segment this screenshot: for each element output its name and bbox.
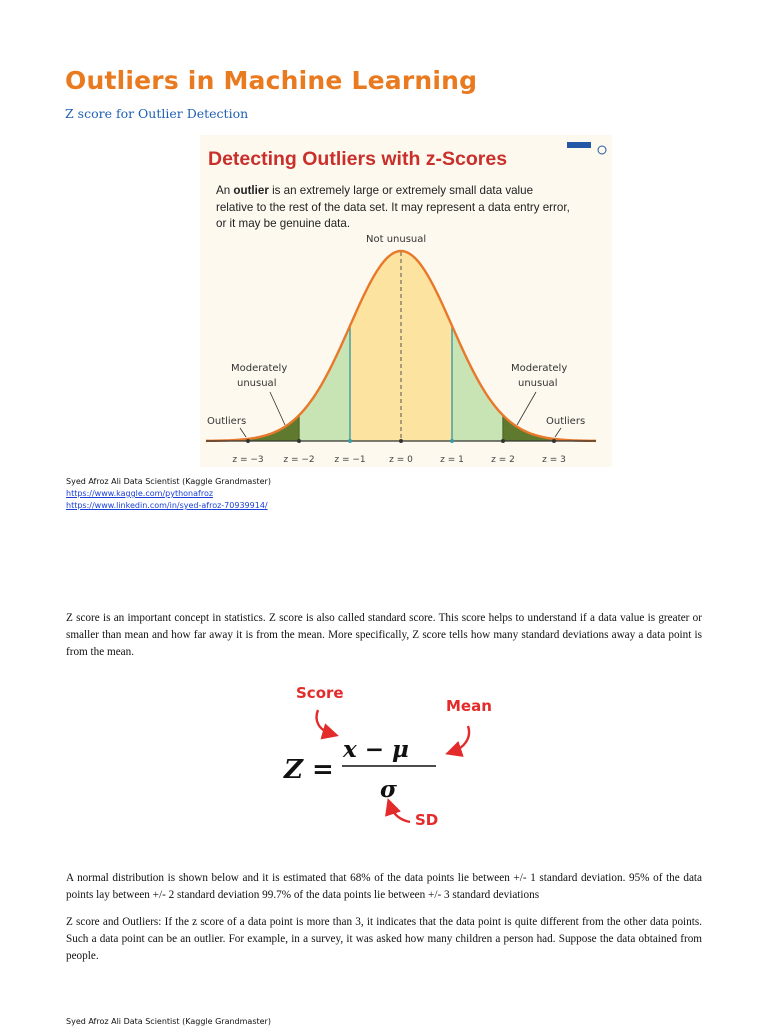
linkedin-link[interactable]: https://www.linkedin.com/in/syed-afroz-70939914/ bbox=[66, 501, 268, 510]
axis-tick-label: z = 0 bbox=[389, 455, 413, 465]
figure-heading: Detecting Outliers with z-Scores bbox=[208, 148, 508, 170]
arrow-score bbox=[317, 710, 332, 734]
formula-label-sd: SD bbox=[415, 811, 439, 829]
document-subtitle: Z score for Outlier Detection bbox=[65, 106, 249, 121]
pointer-moderate-left bbox=[270, 392, 285, 425]
arrow-mean bbox=[452, 726, 469, 752]
label-not-unusual: Not unusual bbox=[366, 234, 427, 245]
axis-tick-dot bbox=[348, 439, 352, 443]
pointer-outlier-right bbox=[555, 428, 561, 437]
label-moderately-left-2: unusual bbox=[237, 378, 277, 389]
formula-graphic bbox=[280, 678, 520, 838]
axis-tick-label: z = 2 bbox=[491, 455, 515, 465]
paragraph-zscore-outliers: Z score and Outliers: If the z score of a data point is more than 3, it indicates that the data point is quite different from the other data points. Such a data point can be an outlier. For example, in a survey, it was asked how many children a person had. Suppose the data obtained from people. bbox=[66, 916, 702, 962]
label-moderately-right-1: Moderately bbox=[511, 363, 568, 374]
figure-desc-line3: or it may be genuine data. bbox=[216, 217, 351, 230]
pointer-moderate-right bbox=[517, 392, 536, 425]
formula-denominator: σ bbox=[380, 776, 397, 803]
axis-tick-dot bbox=[552, 439, 556, 443]
axis-tick-label: z = 1 bbox=[440, 455, 464, 465]
formula-numerator: x − μ bbox=[343, 736, 409, 763]
credit-block bbox=[66, 476, 466, 512]
label-outliers-left: Outliers bbox=[207, 416, 247, 427]
footer-author: Syed Afroz Ali Data Scientist (Kaggle Grandmaster) bbox=[66, 1017, 271, 1026]
axis-tick-label: z = 3 bbox=[542, 455, 566, 465]
corner-logo-bar bbox=[567, 142, 591, 148]
axis-ticks bbox=[232, 439, 565, 465]
formula-label-score: Score bbox=[296, 684, 344, 702]
corner-logo-icon bbox=[598, 146, 606, 154]
axis-tick-dot bbox=[450, 439, 454, 443]
axis-tick-label: z = −2 bbox=[283, 455, 315, 465]
arrow-sd bbox=[390, 805, 410, 822]
outlier-figure bbox=[200, 135, 612, 467]
axis-tick-dot bbox=[246, 439, 250, 443]
axis-tick-label: z = −1 bbox=[334, 455, 366, 465]
label-moderately-left-1: Moderately bbox=[231, 363, 288, 374]
axis-tick-dot bbox=[399, 439, 403, 443]
zscore-formula bbox=[280, 678, 520, 838]
axis-tick-dot bbox=[297, 439, 301, 443]
figure-desc-line1: An outlier is an extremely large or extremely small data value bbox=[216, 184, 534, 197]
paragraph-zscore-intro: Z score is an important concept in statistics. Z score is also called standard score. This score helps to understand if a data value is greater or smaller than mean and how far away it is from the mean. More specifically, Z score tells how many standard deviations away a data point is from the mean. bbox=[66, 612, 702, 658]
paragraph-normal-distribution: A normal distribution is shown below and it is estimated that 68% of the data points lie between +/- 1 standard deviation. 95% of the data points lay between +/- 2 standard deviation 99.7% of the data points lie between +/- 3 standard deviations bbox=[66, 872, 702, 901]
credit-author: Syed Afroz Ali Data Scientist (Kaggle Grandmaster) bbox=[66, 477, 271, 486]
formula-lhs: Z = bbox=[284, 755, 334, 785]
formula-label-mean: Mean bbox=[446, 697, 492, 715]
pointer-outlier-left bbox=[240, 428, 246, 437]
figure-desc-line2: relative to the rest of the data set. It may represent a data entry error, bbox=[216, 201, 570, 214]
label-moderately-right-2: unusual bbox=[518, 378, 558, 389]
axis-tick-dot bbox=[501, 439, 505, 443]
document-title: Outliers in Machine Learning bbox=[65, 66, 478, 95]
axis-tick-label: z = −3 bbox=[232, 455, 264, 465]
normal-distribution-figure bbox=[200, 135, 612, 467]
kaggle-link[interactable]: https://www.kaggle.com/pythonafroz bbox=[66, 489, 214, 498]
label-outliers-right: Outliers bbox=[546, 416, 586, 427]
